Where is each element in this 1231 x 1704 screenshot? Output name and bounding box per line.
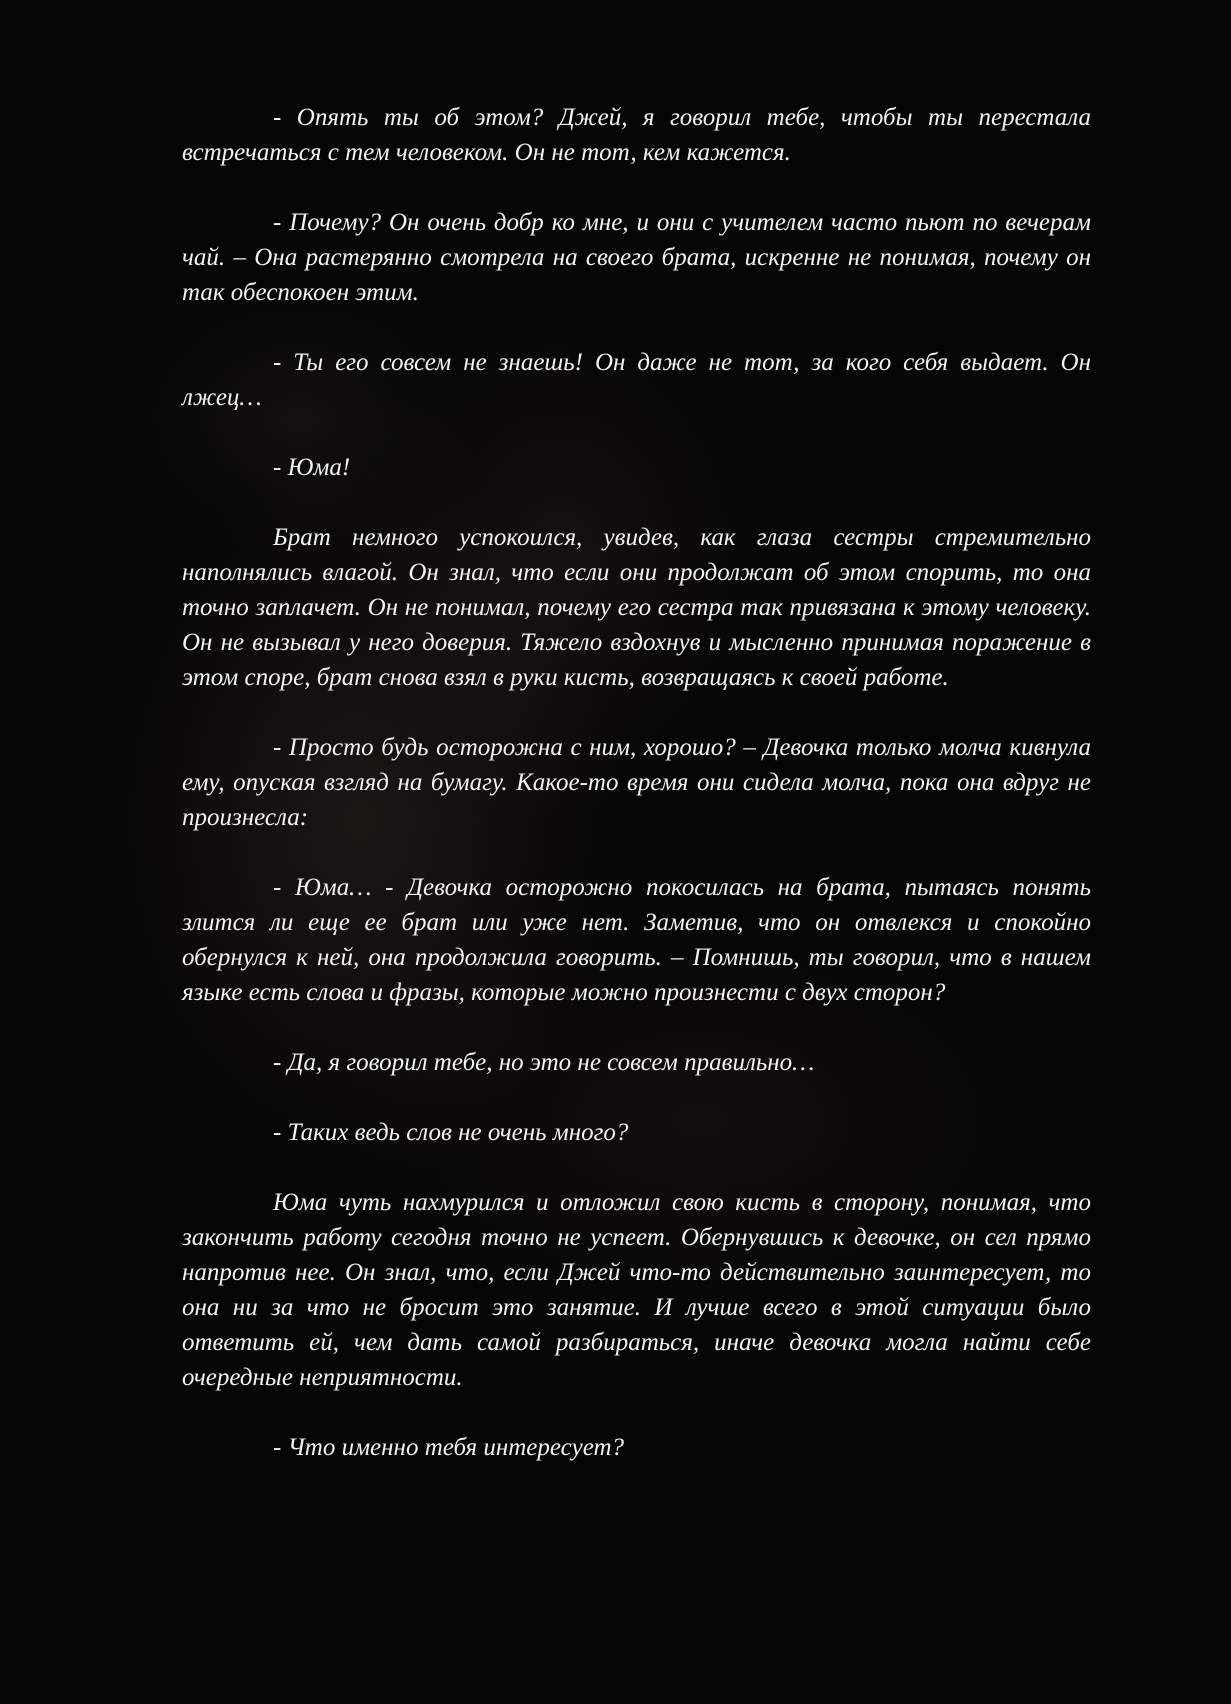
paragraph-9: - Таких ведь слов не очень много? bbox=[273, 1119, 629, 1146]
paragraph-10: Юма чуть нахмурился и отложил свою кисть в сторону, понимая, что закончить работу сегодня точно не успеет. Обернувшись к девочке, он сел прямо напротив нее. Он знал, что, если Джей что-то действительно заинтересует, то она ни за что не бросит это занятие. И лучше всего в этой ситуации было ответить ей, чем дать самой разбираться, иначе девочка могла найти себе очередные неприятности. bbox=[182, 1189, 1091, 1391]
paragraph-1: - Опять ты об этом? Джей, я говорил тебе, чтобы ты перестала встречаться с тем человеком. Он не тот, кем кажется. bbox=[182, 104, 1091, 166]
paragraph-3: - Ты его совсем не знаешь! Он даже не тот, за кого себя выдает. Он лжец… bbox=[182, 349, 1091, 411]
paragraph-2: - Почему? Он очень добр ко мне, и они с учителем часто пьют по вечерам чай. – Она растерянно смотрела на своего брата, искренне не понимая, почему он так обеспокоен этим. bbox=[182, 209, 1091, 306]
paragraph-7: - Юма… - Девочка осторожно покосилась на брата, пытаясь понять злится ли еще ее брат или уже нет. Заметив, что он отвлекся и спокойно обернулся к ней, она продолжила говорить. – Помнишь, ты говорил, что в нашем языке есть слова и фразы, которые можно произнести с двух сторон? bbox=[182, 874, 1091, 1006]
paragraph-5: Брат немного успокоился, увидев, как глаза сестры стремительно наполнялись влагой. Он знал, что если они продолжат об этом спорить, то она точно заплачет. Он не понимал, почему его сестра так привязана к этому человеку. Он не вызывал у него доверия. Тяжело вздохнув и мысленно принимая поражение в этом споре, брат снова взял в руки кисть, возвращаясь к своей работе. bbox=[182, 524, 1091, 691]
paragraph-6: - Просто будь осторожна с ним, хорошо? – Девочка только молча кивнула ему, опуская взгляд на бумагу. Какое-то время они сидела молча, пока она вдруг не произнесла: bbox=[182, 734, 1091, 831]
paragraph-8: - Да, я говорил тебе, но это не совсем правильно… bbox=[273, 1049, 815, 1076]
paragraph-4: - Юма! bbox=[273, 454, 351, 481]
document-body bbox=[182, 100, 1091, 1465]
paragraph-11: - Что именно тебя интересует? bbox=[273, 1434, 625, 1461]
